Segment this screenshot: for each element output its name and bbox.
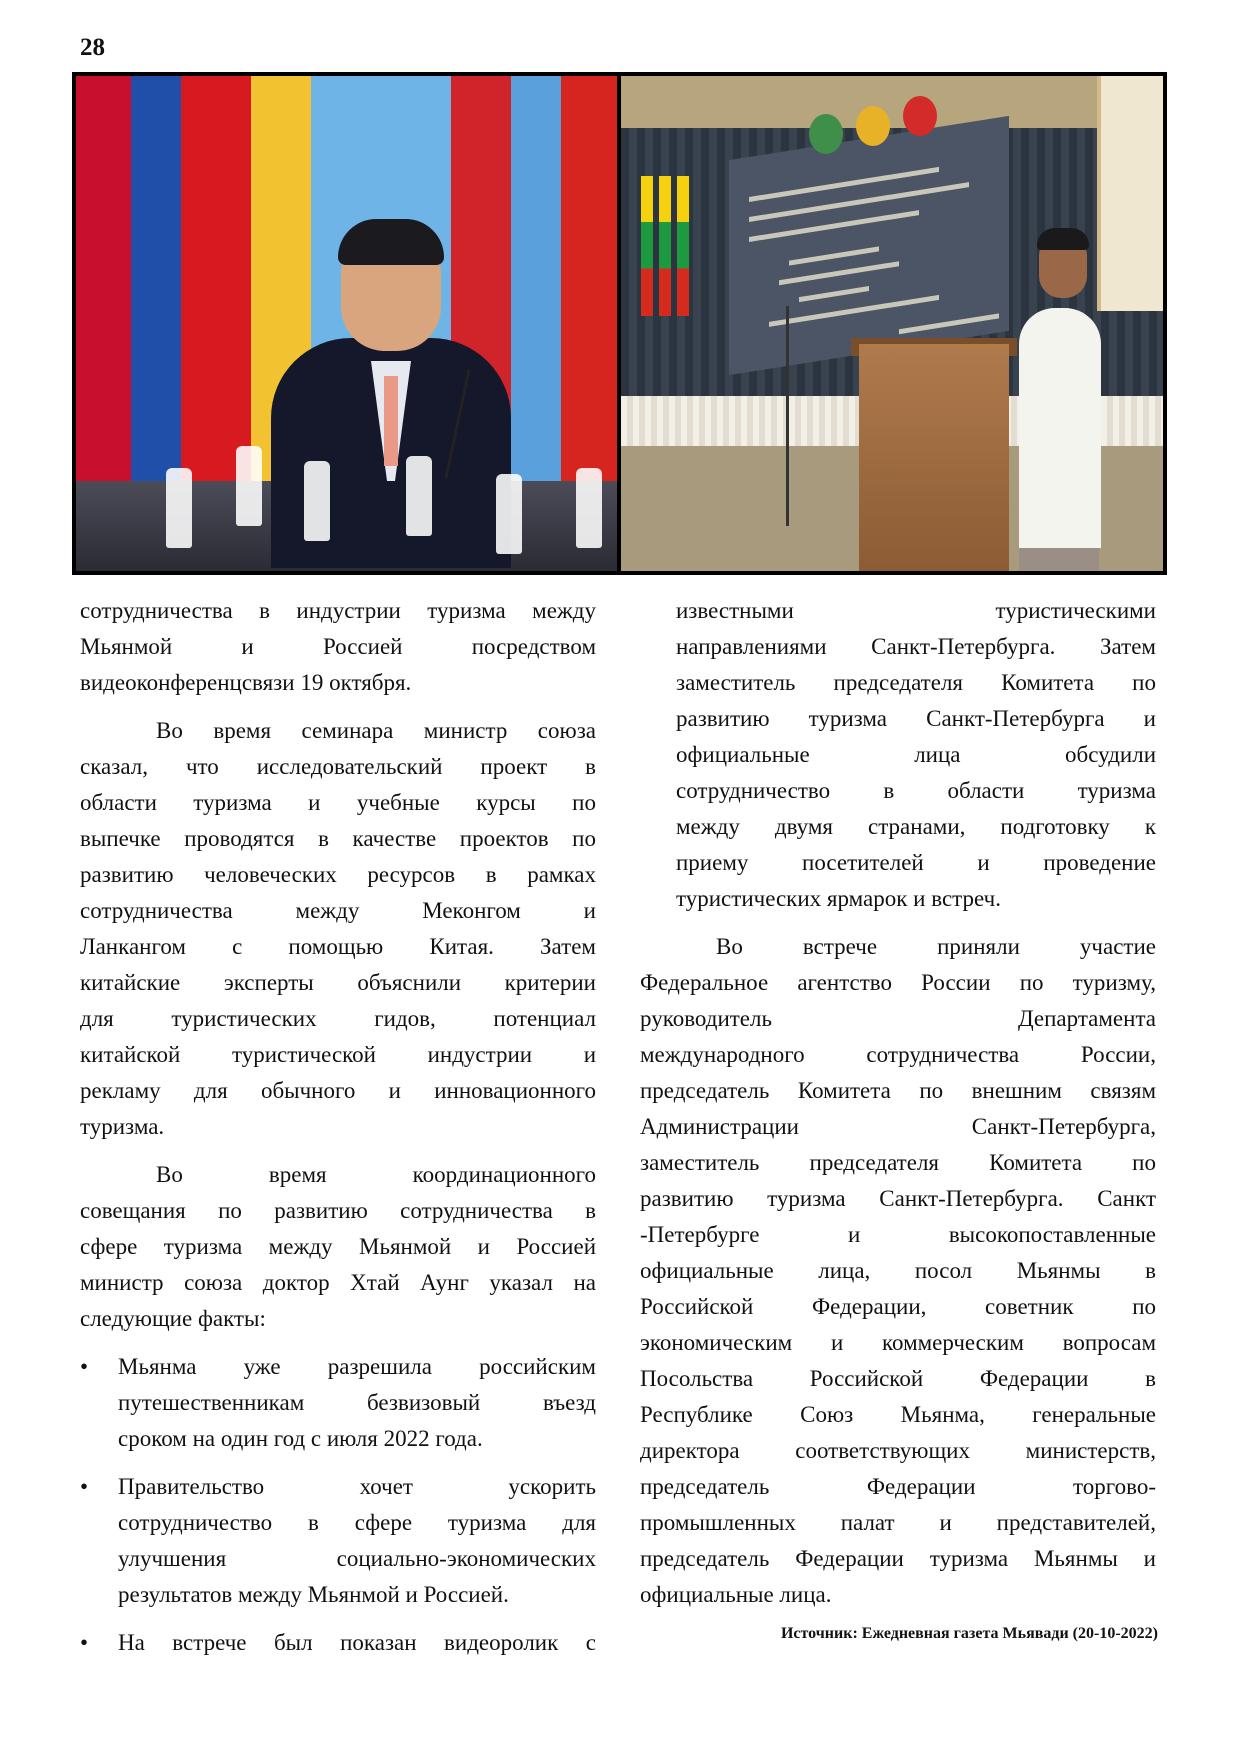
text-line: Российской Федерации, советник по	[640, 1294, 1156, 1319]
bullet-item	[80, 1349, 596, 1457]
text-line: Федеральное агентство России по туризму,	[640, 970, 1156, 995]
text-line: для туристических гидов, потенциал	[80, 1006, 596, 1031]
text-line: китайские эксперты объяснили критерии	[80, 970, 596, 995]
speaker-body	[1019, 308, 1101, 548]
banner-text-line	[749, 182, 969, 222]
text-line: китайской туристической индустрии и	[80, 1042, 596, 1067]
text-line: Администрации Санкт-Петербурга,	[640, 1114, 1156, 1139]
banner-text-line	[779, 261, 899, 285]
text-line: сотрудничество в сфере туризма для	[118, 1510, 596, 1535]
text-line: председатель Комитета по внешним связям	[640, 1078, 1156, 1103]
text-line: министр союза доктор Хтай Аунг указал на	[80, 1270, 596, 1295]
bullet-dot: •	[80, 1354, 89, 1379]
water-bottle	[304, 461, 330, 541]
water-bottle	[576, 468, 602, 548]
microphone-stand	[786, 306, 789, 526]
text-line: развитию туризма Санкт-Петербурга. Санкт	[640, 1186, 1156, 1211]
text-line: Во встрече приняли участие	[716, 934, 1156, 959]
text-line: Во время координационного	[156, 1162, 596, 1187]
text-line: следующие факты:	[80, 1306, 266, 1331]
water-bottle	[166, 468, 192, 548]
left-column	[80, 593, 596, 1661]
text-line: путешественникам безвизовый въезд	[118, 1390, 596, 1415]
paragraph	[640, 929, 1156, 1613]
text-line: официальные лица.	[640, 1582, 832, 1607]
text-line: руководитель Департамента	[640, 1006, 1156, 1031]
text-line: направлениями Санкт-Петербурга. Затем	[676, 634, 1156, 659]
bullet-item	[80, 1469, 596, 1613]
podium-speaker-photo	[621, 76, 1163, 571]
page-number: 28	[80, 34, 105, 61]
text-line: видеоконференцсвязи 19 октября.	[80, 670, 412, 695]
text-line: заместитель председателя Комитета по	[676, 670, 1156, 695]
text-line: рекламу для обычного и инновационного	[80, 1078, 596, 1103]
text-line: директора соответствующих министерств,	[640, 1438, 1156, 1463]
text-line: области туризма и учебные курсы по	[80, 790, 596, 815]
flag	[677, 176, 689, 316]
text-line: заместитель председателя Комитета по	[640, 1150, 1156, 1175]
text-line: Республике Союз Мьянма, генеральные	[640, 1402, 1156, 1427]
text-line: развитию туризма Санкт-Петербурга и	[676, 706, 1156, 731]
bullet-dot: •	[80, 1474, 89, 1499]
bullet-item	[80, 1625, 596, 1661]
text-line: официальные лица, посол Мьянмы в	[640, 1258, 1156, 1283]
emblem-logo	[809, 114, 843, 154]
notice-board	[1097, 76, 1163, 311]
text-line: председатель Федерации туризма Мьянмы и	[640, 1546, 1156, 1571]
text-line: приему посетителей и проведение	[676, 850, 1156, 875]
photo-frame	[72, 72, 1167, 575]
banner-text-line	[769, 295, 939, 327]
speaker-tie	[384, 376, 398, 466]
emblem-logo	[856, 106, 890, 146]
banner-text-line	[899, 313, 999, 334]
banner-text-line	[799, 286, 869, 302]
text-line: известными туристическими	[676, 598, 1156, 623]
text-line: Посольства Российской Федерации в	[640, 1366, 1156, 1391]
event-banner	[729, 116, 1009, 375]
banner-text-line	[749, 167, 939, 202]
text-line: туристических ярмарок и встреч.	[676, 886, 1001, 911]
paragraph	[640, 593, 1156, 917]
text-line: сотрудничества в индустрии туризма между	[80, 598, 596, 623]
text-line: Ланкангом с помощью Китая. Затем	[80, 934, 596, 959]
text-line: результатов между Мьянмой и Россией.	[118, 1582, 509, 1607]
paragraph	[80, 1157, 596, 1337]
water-bottle	[496, 474, 522, 554]
text-line: сфере туризма между Мьянмой и Россией	[80, 1234, 596, 1259]
text-line: Мьянма уже разрешила российским	[118, 1354, 596, 1379]
text-line: совещания по развитию сотрудничества в	[80, 1198, 596, 1223]
text-line: председатель Федерации торгово-	[640, 1474, 1156, 1499]
flag	[641, 176, 653, 316]
text-line: между двумя странами, подготовку к	[676, 814, 1156, 839]
right-column	[640, 593, 1156, 1613]
text-line: Во время семинара министр союза	[156, 718, 596, 743]
banner-text-line	[789, 246, 879, 265]
text-line: сроком на один год с июля 2022 года.	[118, 1426, 483, 1451]
text-line: На встрече был показан видеоролик с	[118, 1630, 596, 1655]
text-line: сотрудничество в области туризма	[676, 778, 1156, 803]
text-line: Мьянмой и Россией посредством	[80, 634, 596, 659]
water-bottle	[236, 446, 262, 526]
text-line: туризма.	[80, 1114, 165, 1139]
text-line: сказал, что исследовательский проект в	[80, 754, 596, 779]
text-line: развитию человеческих ресурсов в рамках	[80, 862, 596, 887]
text-line: Правительство хочет ускорить	[118, 1474, 596, 1499]
emblem-logo	[903, 96, 937, 136]
text-line: сотрудничества между Меконгом и	[80, 898, 596, 923]
text-line: промышленных палат и представителей,	[640, 1510, 1156, 1535]
text-line: выпечке проводятся в качестве проектов по	[80, 826, 596, 851]
ceiling	[621, 76, 1163, 128]
text-line: -Петербурге и высокопоставленные	[640, 1222, 1156, 1247]
text-line: улучшения социально-экономических	[118, 1546, 596, 1571]
videoconference-speaker-photo	[76, 76, 617, 571]
bullet-dot: •	[80, 1630, 89, 1655]
speaker-hair	[1037, 228, 1089, 250]
source-citation: Источник: Ежедневная газета Мьявади (20-10-2022)	[780, 1625, 1158, 1642]
paragraph	[80, 713, 596, 1145]
speaker-hair	[338, 219, 444, 265]
text-line: официальные лица обсудили	[676, 742, 1156, 767]
paragraph	[80, 593, 596, 701]
text-line: экономическим и коммерческим вопросам	[640, 1330, 1156, 1355]
water-bottle	[406, 456, 432, 536]
text-line: международного сотрудничества России,	[640, 1042, 1156, 1067]
flag	[659, 176, 671, 316]
podium	[859, 344, 1009, 571]
